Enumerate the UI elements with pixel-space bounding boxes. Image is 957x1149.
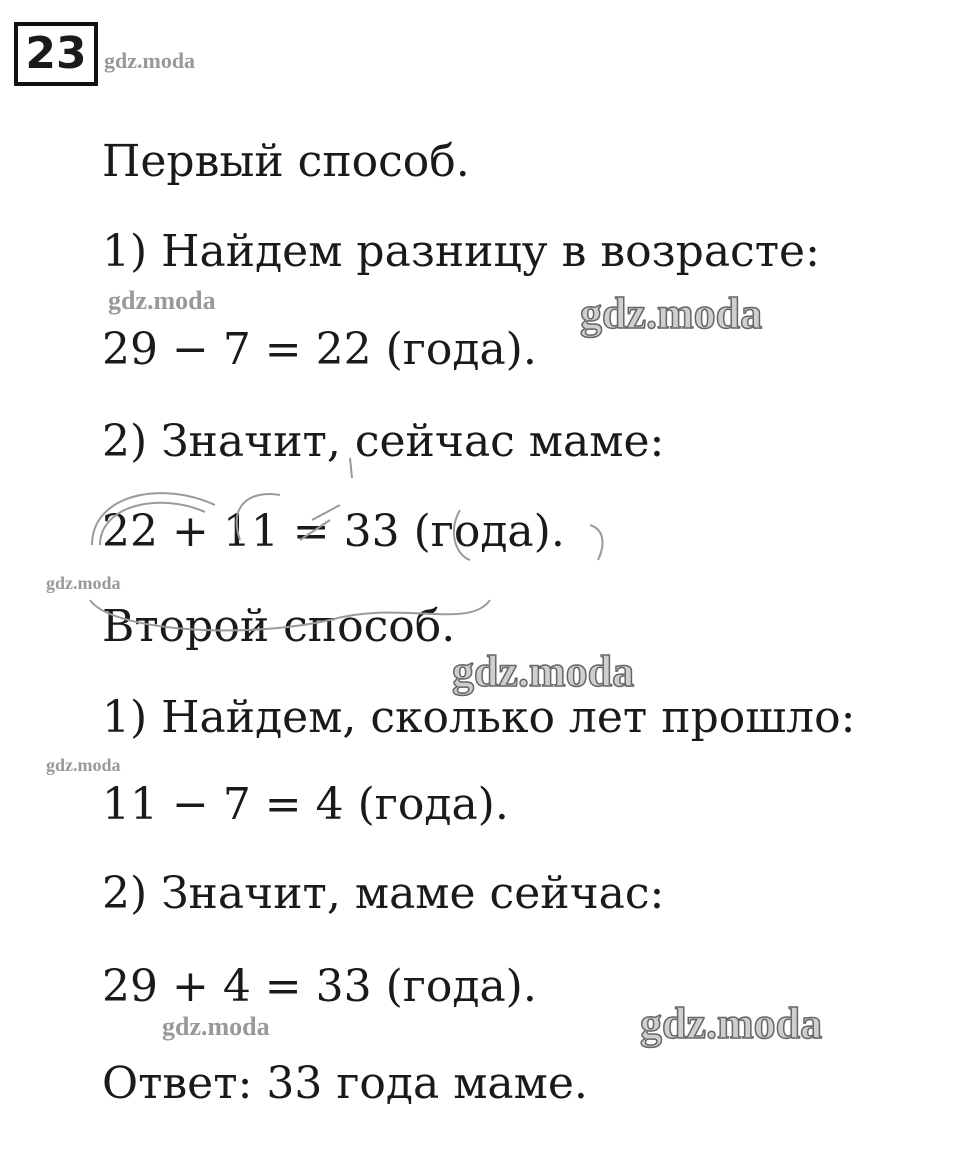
- method-1-step-2: 2) Значит, сейчас маме:: [102, 416, 665, 467]
- method-1-step-1: 1) Найдем разницу в возрасте:: [102, 226, 820, 277]
- method-2-calc-2: 29 + 4 = 33 (года).: [102, 961, 537, 1012]
- method-1-heading: Первый способ.: [102, 136, 470, 187]
- watermark: gdz.moda: [108, 286, 216, 315]
- method-2-step-2: 2) Значит, маме сейчас:: [102, 868, 665, 919]
- watermark: gdz.moda: [162, 1012, 270, 1041]
- watermark: gdz.moda: [46, 755, 121, 775]
- method-1-calc-1: 29 − 7 = 22 (года).: [102, 324, 537, 375]
- method-2-step-1: 1) Найдем, сколько лет прошло:: [102, 692, 856, 743]
- watermark: gdz.moda: [640, 999, 823, 1048]
- watermark: gdz.moda: [580, 289, 763, 338]
- watermark: gdz.moda: [46, 573, 121, 593]
- method-2-calc-1: 11 − 7 = 4 (года).: [102, 779, 509, 830]
- watermark: gdz.moda: [452, 647, 635, 696]
- task-number-box: 23: [14, 22, 98, 86]
- answer-line: Ответ: 33 года маме.: [102, 1058, 588, 1109]
- method-2-heading: Второй способ.: [102, 601, 456, 652]
- method-1-calc-2: 22 + 11 = 33 (года).: [102, 506, 565, 557]
- watermark: gdz.moda: [104, 48, 196, 73]
